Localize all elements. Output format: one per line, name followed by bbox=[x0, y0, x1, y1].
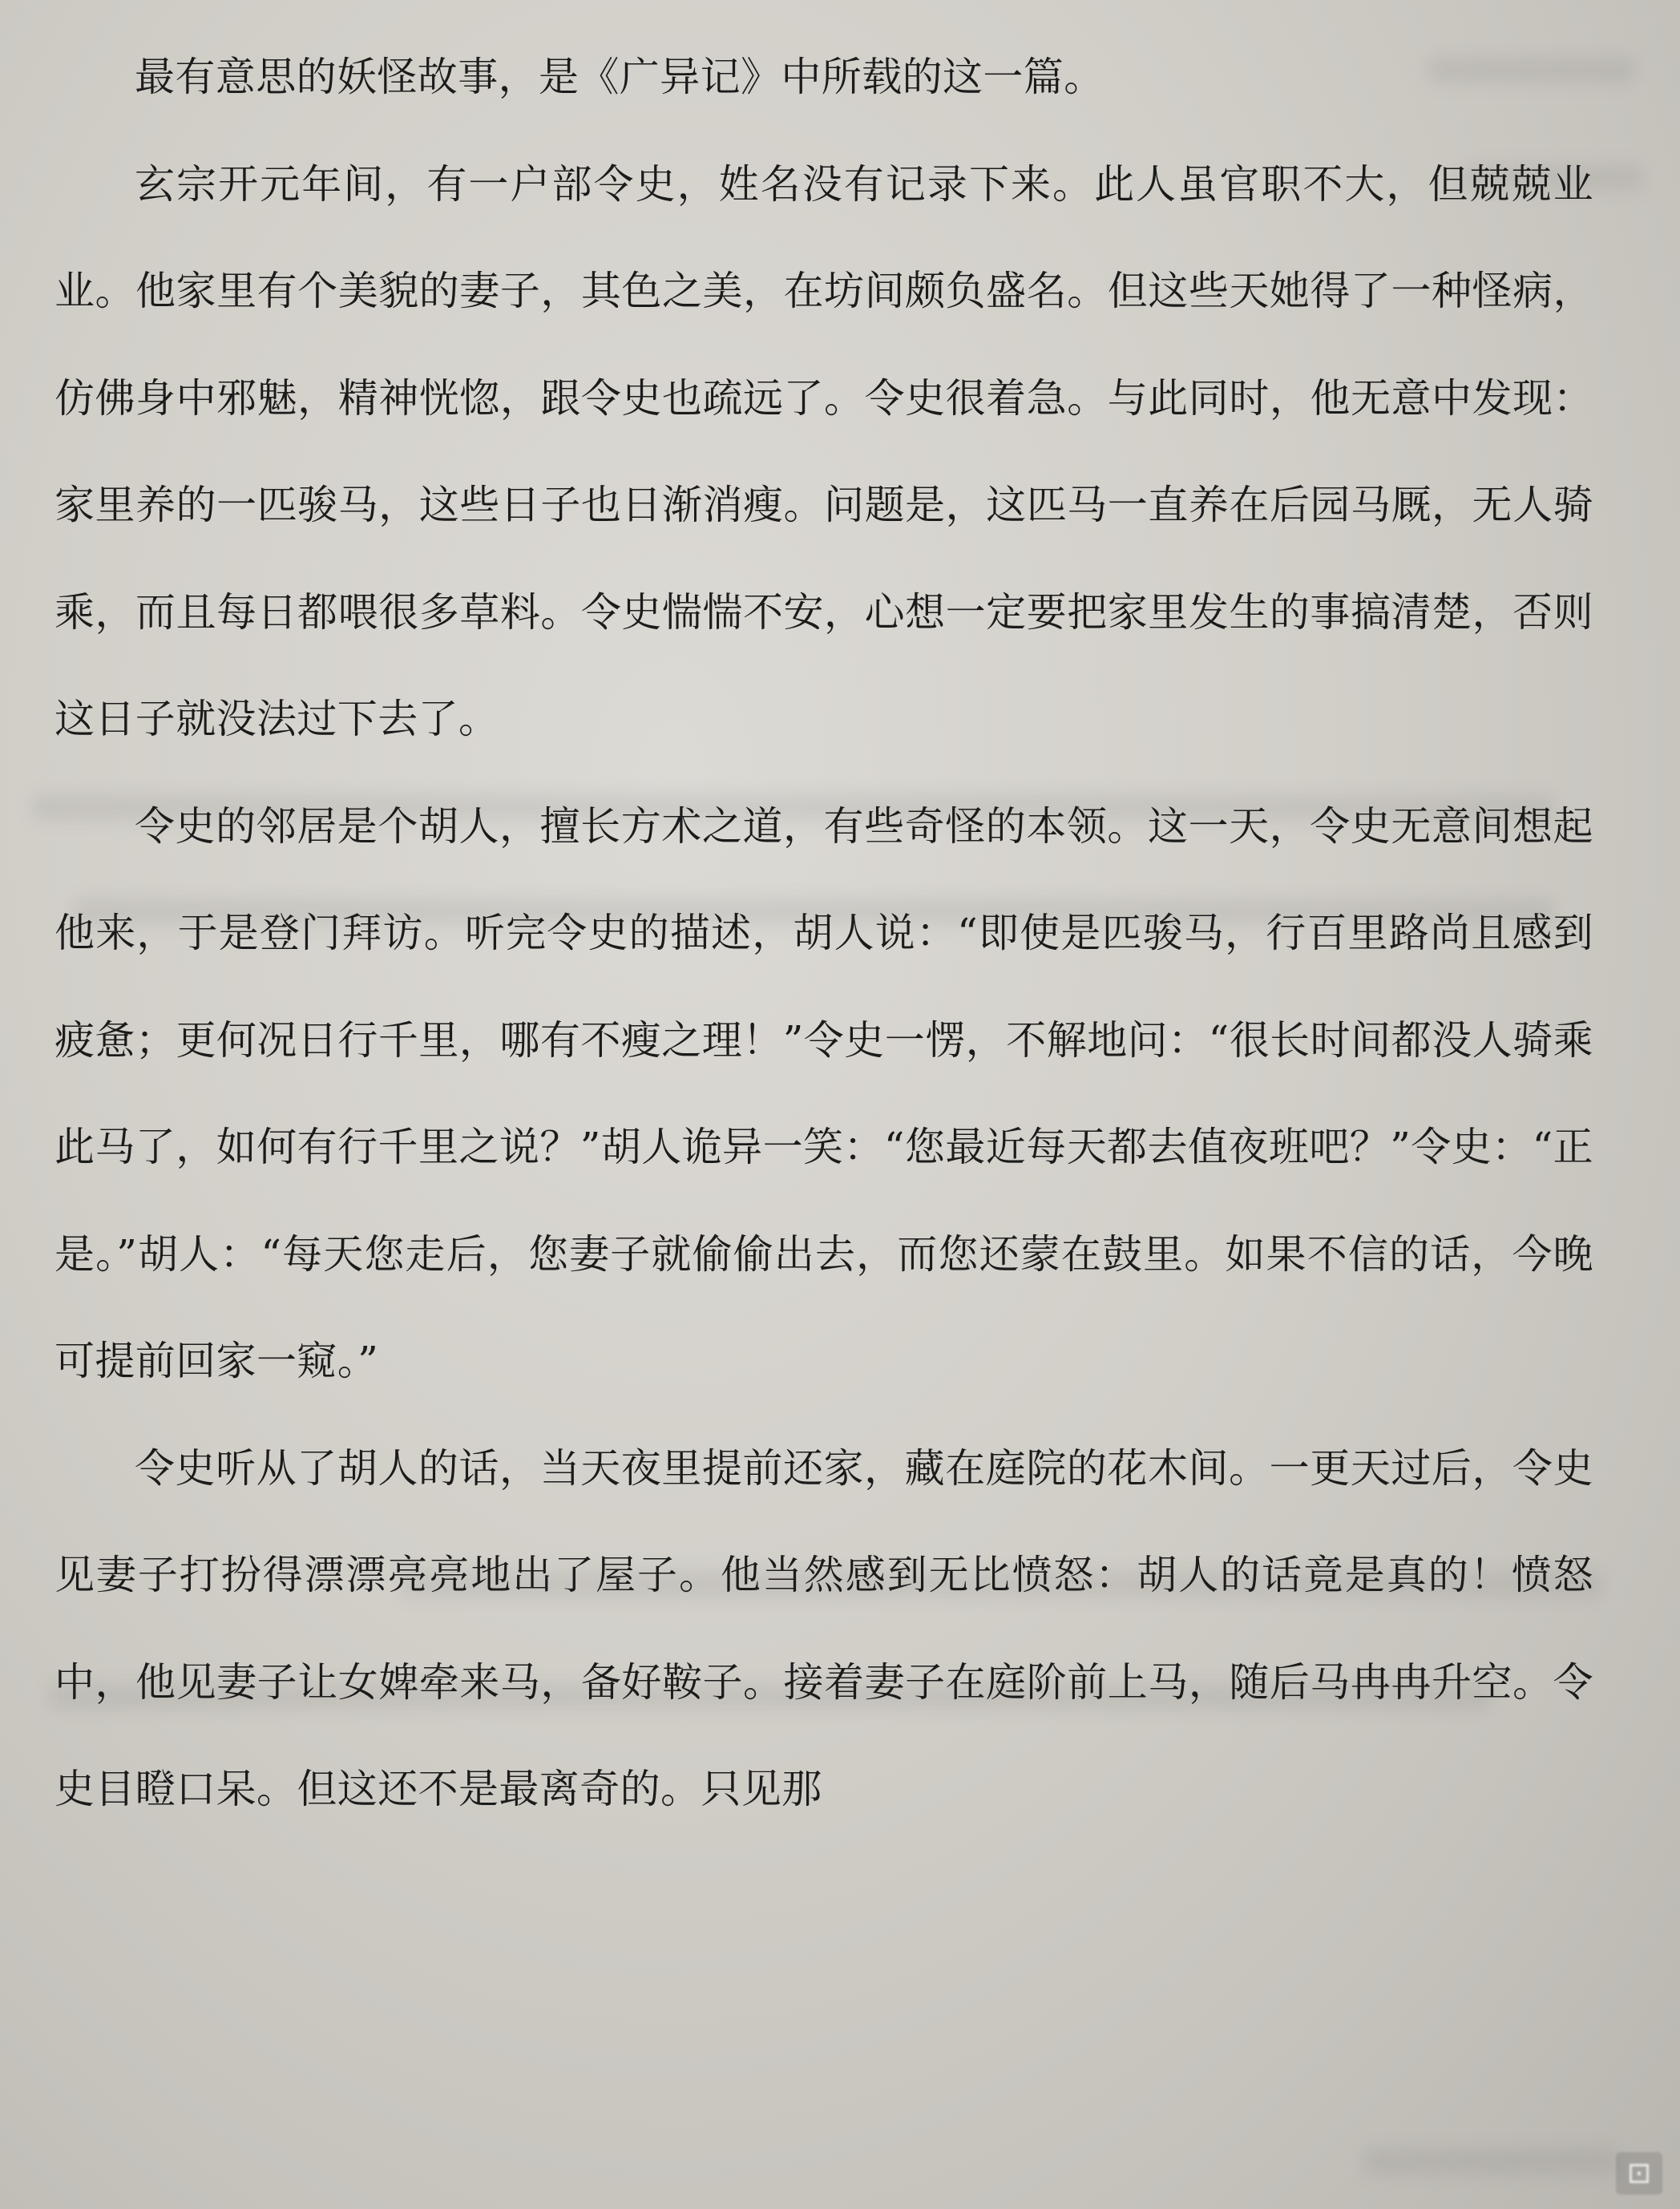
watermark-icon: ⊡ bbox=[1616, 2152, 1662, 2195]
paragraph-3: 令史的邻居是个胡人，擅长方术之道，有些奇怪的本领。这一天，令史无意间想起他来，于是登门拜访。听完令史的描述，胡人说：“即使是匹骏马，行百里路尚且感到疲惫；更何况日行千里，哪有不瘦之理！”令史一愣，不解地问：“很长时间都没人骑乘此马了，如何有行千里之说？”胡人诡异一笑：“您最近每天都去值夜班吧？”令史：“正是。”胡人：“每天您走后，您妻子就偷偷出去，而您还蒙在鼓里。如果不信的话，今晚可提前回家一窥。” bbox=[55, 802, 1593, 1384]
book-page-text bbox=[55, 24, 1593, 1844]
paragraph-2: 玄宗开元年间，有一户部令史，姓名没有记录下来。此人虽官职不大，但兢兢业业。他家里有个美貌的妻子，其色之美，在坊间颇负盛名。但这些天她得了一种怪病，仿佛身中邪魅，精神恍惚，跟令史也疏远了。令史很着急。与此同时，他无意中发现：家里养的一匹骏马，这些日子也日渐消瘦。问题是，这匹马一直养在后园马厩，无人骑乘，而且每日都喂很多草料。令史惴惴不安，心想一定要把家里发生的事搞清楚，否则这日子就没法过下去了。 bbox=[55, 160, 1593, 742]
paragraph-4: 令史听从了胡人的话，当天夜里提前还家，藏在庭院的花木间。一更天过后，令史见妻子打扮得漂漂亮亮地出了屋子。他当然感到无比愤怒：胡人的话竟是真的！愤怒中，他见妻子让女婢牵来马，备好鞍子。接着妻子在庭阶前上马，随后马冉冉升空。令史目瞪口呆。但这还不是最离奇的。只见那 bbox=[55, 1444, 1593, 1812]
paragraph-1: 最有意思的妖怪故事，是《广异记》中所载的这一篇。 bbox=[135, 54, 1105, 100]
